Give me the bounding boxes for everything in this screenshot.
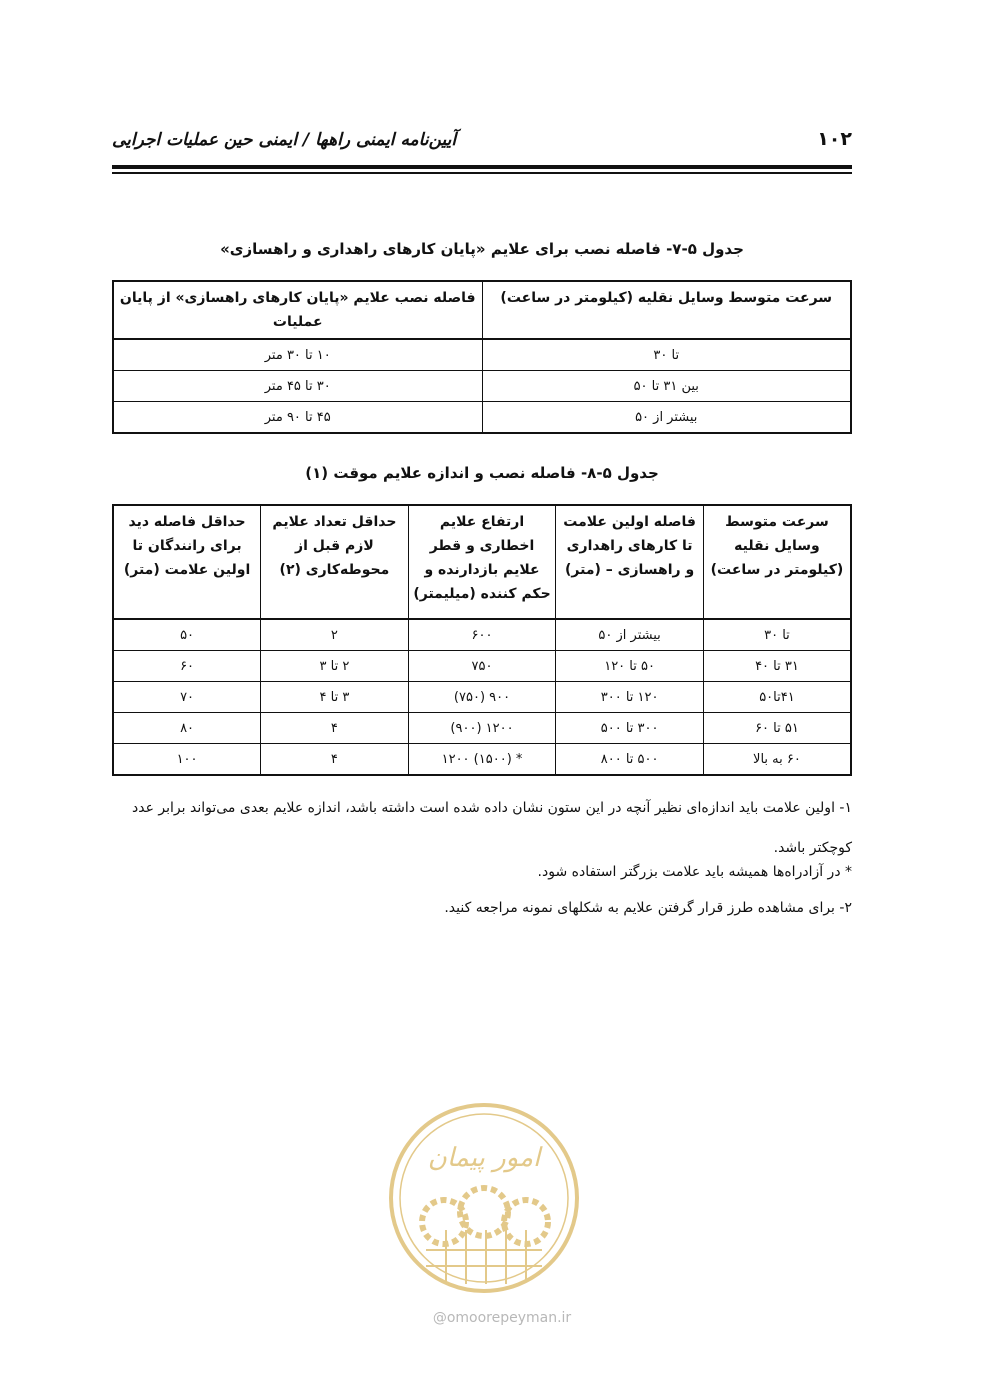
table-cell: ۳ تا ۴: [261, 682, 409, 713]
table2-header-min-signs: حداقل تعداد علایم لازم قبل از محوطه‌کاری (۲): [261, 505, 409, 619]
table-row: [113, 619, 851, 651]
table-row: [113, 713, 851, 744]
footnote-1: ۱- اولین علامت باید اندازه‌ای نظیر آنچه در این ستون نشان داده شده است داشته باشد، اندازه علایم بعدی می‌تواند برابر عدد کوچکتر باشد.: [132, 800, 852, 856]
table-cell: بیشتر از ۵۰: [482, 402, 851, 434]
header-rule-thin: [112, 172, 852, 174]
table1-header-speed: سرعت متوسط وسایل نقلیه (کیلومتر در ساعت): [482, 281, 851, 339]
table2-header-first-sign-distance: فاصله اولین علامت تا کارهای راهداری و راهسازی – (متر): [556, 505, 704, 619]
table2-header-sign-size: ارتفاع علایم اخطاری و قطر علایم بازدارنده و حکم کننده (میلیمتر): [408, 505, 556, 619]
table-cell: ۴: [261, 713, 409, 744]
table1-header-distance: فاصله نصب علایم «پایان کارهای راهسازی» از پایان عملیات: [113, 281, 482, 339]
table1-caption: جدول ۵-۷- فاصله نصب برای علایم «پایان کارهای راهداری و راهسازی»: [220, 240, 744, 258]
table-cell: ۳۰ تا ۴۵ متر: [113, 371, 482, 402]
table-cell: ۴۵ تا ۹۰ متر: [113, 402, 482, 434]
table2: [112, 504, 852, 776]
table-cell: ۴۱تا۵۰: [703, 682, 851, 713]
table2-caption: جدول ۵-۸- فاصله نصب و اندازه علایم موقت (۱): [305, 464, 659, 482]
table-cell: ۶۰ به بالا: [703, 744, 851, 776]
svg-text:امور پیمان: امور پیمان: [427, 1143, 541, 1173]
at-icon: @: [432, 1310, 447, 1326]
watermark-site: [412, 1310, 592, 1326]
table-cell: * (۱۵۰۰) ۱۲۰۰: [408, 744, 556, 776]
watermark-logo: [386, 1100, 582, 1296]
table-cell: ۶۰: [113, 651, 261, 682]
table-cell: ۵۰: [113, 619, 261, 651]
table-cell: تا ۳۰: [482, 339, 851, 371]
table-cell: ۴: [261, 744, 409, 776]
table-row: [113, 339, 851, 371]
table-row: [113, 744, 851, 776]
table-cell: ۱۰۰: [113, 744, 261, 776]
table-cell: ۱۲۰ تا ۳۰۰: [556, 682, 704, 713]
page-header: [112, 128, 852, 158]
table-cell: ۹۰۰ (۷۵۰): [408, 682, 556, 713]
table-row: [113, 371, 851, 402]
table-row: [113, 682, 851, 713]
table-row: [113, 402, 851, 434]
table-cell: ۶۰۰: [408, 619, 556, 651]
table-cell: ۷۵۰: [408, 651, 556, 682]
table-cell: ۱۰ تا ۳۰ متر: [113, 339, 482, 371]
table1-header-row: [113, 281, 851, 339]
footnote-2: ۲- برای مشاهده طرز قرار گرفتن علایم به شکلهای نمونه مراجعه کنید.: [444, 900, 852, 916]
table-cell: ۲: [261, 619, 409, 651]
page-number: ۱۰۲: [817, 128, 852, 150]
table-cell: ۱۲۰۰ (۹۰۰): [408, 713, 556, 744]
table-cell: ۵۰ تا ۱۲۰: [556, 651, 704, 682]
table-cell: بیشتر از ۵۰: [556, 619, 704, 651]
table-cell: ۵۱ تا ۶۰: [703, 713, 851, 744]
running-title: آیین‌نامه ایمنی راهها / ایمنی حین عملیات اجرایی: [112, 130, 457, 150]
table2-header-sight-distance: حداقل فاصله دید برای رانندگان تا اولین علامت (متر): [113, 505, 261, 619]
header-rule-thick: [112, 165, 852, 169]
watermark-site-text: omoorepeyman.ir: [446, 1310, 572, 1326]
table2-header-row: [113, 505, 851, 619]
table-cell: ۷۰: [113, 682, 261, 713]
table-cell: بین ۳۱ تا ۵۰: [482, 371, 851, 402]
table-cell: ۳۱ تا ۴۰: [703, 651, 851, 682]
table1: [112, 280, 852, 434]
table-cell: ۲ تا ۳: [261, 651, 409, 682]
table-row: [113, 651, 851, 682]
table-cell: ۵۰۰ تا ۸۰۰: [556, 744, 704, 776]
footnote-star: * در آزادراه‌ها همیشه باید علامت بزرگتر استفاده شود.: [537, 864, 852, 880]
table-cell: ۳۰۰ تا ۵۰۰: [556, 713, 704, 744]
table-cell: ۸۰: [113, 713, 261, 744]
table2-header-speed: سرعت متوسط وسایل نقلیه (کیلومتر در ساعت): [703, 505, 851, 619]
table-cell: تا ۳۰: [703, 619, 851, 651]
